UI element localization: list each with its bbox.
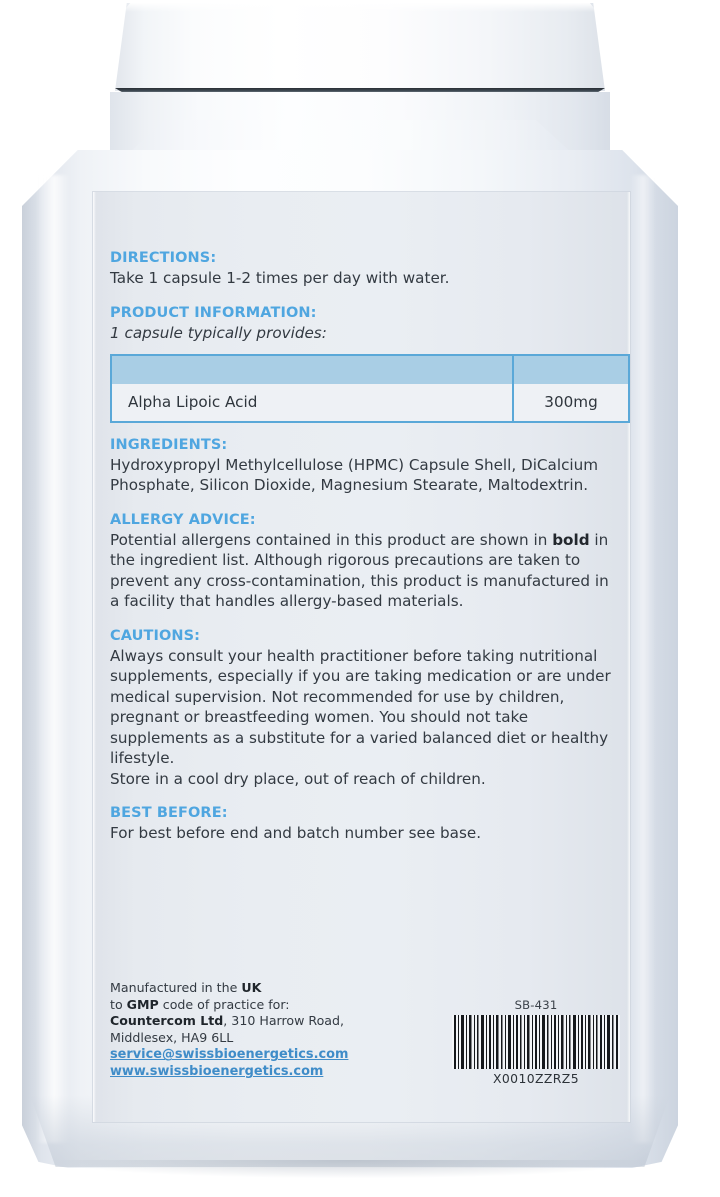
best-before-text: For best before end and batch number see base. <box>110 824 482 842</box>
contact-email-link[interactable]: service@swissbioenergetics.com <box>110 1047 349 1063</box>
company-name: Countercom Ltd <box>110 1013 224 1029</box>
section-product-information <box>110 305 615 344</box>
manufactured-line1-pre: Manufactured in the <box>110 980 242 995</box>
table-row <box>111 384 629 422</box>
website-link[interactable]: www.swissbioenergetics.com <box>110 1064 324 1080</box>
section-cautions <box>110 628 615 790</box>
nutrition-header-name <box>111 355 513 384</box>
label-left-edge <box>93 192 96 1122</box>
cautions-heading: CAUTIONS: <box>110 627 201 644</box>
allergy-text-part2: in the ingredient list. Although rigorous precautions are taken to prevent any cross-contamination, this product is manufactured in a facility that handles allergy-based materials. <box>110 530 609 610</box>
bottle-highlight-right <box>630 175 656 1143</box>
manufactured-line-2 <box>110 997 348 1014</box>
label-right-edge <box>627 192 630 1122</box>
bottle-base-shadow <box>52 1160 648 1178</box>
allergy-text-part1: Potential allergens contained in this product are shown in <box>110 530 553 549</box>
cautions-paragraph: Always consult your health practitioner before taking nutritional supplements, especially if you are taking medication or are under medical supervision. Not recommended for use by children, pregnant or breastfeeding women. You should not take supplements as a substitute for a varied balanced diet or healthy lifestyle. <box>110 646 611 767</box>
nutrient-amount: 300mg <box>513 384 629 422</box>
label-footer <box>110 980 620 1086</box>
gmp-line-pre: to <box>110 996 127 1012</box>
cautions-storage: Store in a cool dry place, out of reach of children. <box>110 769 486 788</box>
barcode-number: X0010ZZRZ5 <box>493 1071 579 1086</box>
allergy-advice-heading: ALLERGY ADVICE: <box>110 511 256 528</box>
section-allergy-advice <box>110 512 615 612</box>
gmp-line-post: code of practice for: <box>158 996 290 1012</box>
bottle-cap <box>115 3 605 91</box>
label-content <box>110 250 615 860</box>
bottle-highlight-left <box>36 175 70 1143</box>
directions-text: Take 1 capsule 1-2 times per day with water. <box>110 269 450 287</box>
manufactured-country: UK <box>241 980 262 995</box>
section-ingredients <box>110 437 615 496</box>
allergy-bold-word: bold <box>552 530 590 549</box>
nutrition-table-head <box>111 355 629 384</box>
manufacturer-block <box>110 980 348 1080</box>
company-line <box>110 1013 348 1030</box>
ingredients-text: Hydroxypropyl Methylcellulose (HPMC) Capsule Shell, DiCalcium Phosphate, Silicon Dioxide, Magnesium Stearate, Maltodextrin. <box>110 455 599 494</box>
ingredients-heading: INGREDIENTS: <box>110 436 228 453</box>
product-information-note: 1 capsule typically provides: <box>110 323 327 342</box>
barcode-sku: SB-431 <box>514 998 558 1012</box>
nutrition-table-header-row <box>111 355 629 384</box>
section-directions <box>110 250 615 289</box>
cap-highlight <box>118 3 602 12</box>
best-before-heading: BEST BEFORE: <box>110 805 228 821</box>
product-information-heading: PRODUCT INFORMATION: <box>110 304 317 321</box>
allergy-advice-text <box>110 530 615 612</box>
manufactured-line-1 <box>110 980 348 997</box>
section-best-before <box>110 805 615 844</box>
company-address-line2: Middlesex, HA9 6LL <box>110 1029 234 1045</box>
nutrition-table-body <box>111 384 629 422</box>
nutrition-table <box>110 354 630 423</box>
nutrient-name: Alpha Lipoic Acid <box>111 384 513 422</box>
company-address-line1: , 310 Harrow Road, <box>223 1013 345 1029</box>
directions-heading: DIRECTIONS: <box>110 250 217 266</box>
gmp-label: GMP <box>126 996 159 1012</box>
nutrition-header-amount <box>513 355 629 384</box>
barcode-icon <box>452 1015 620 1069</box>
barcode-block <box>452 998 620 1086</box>
